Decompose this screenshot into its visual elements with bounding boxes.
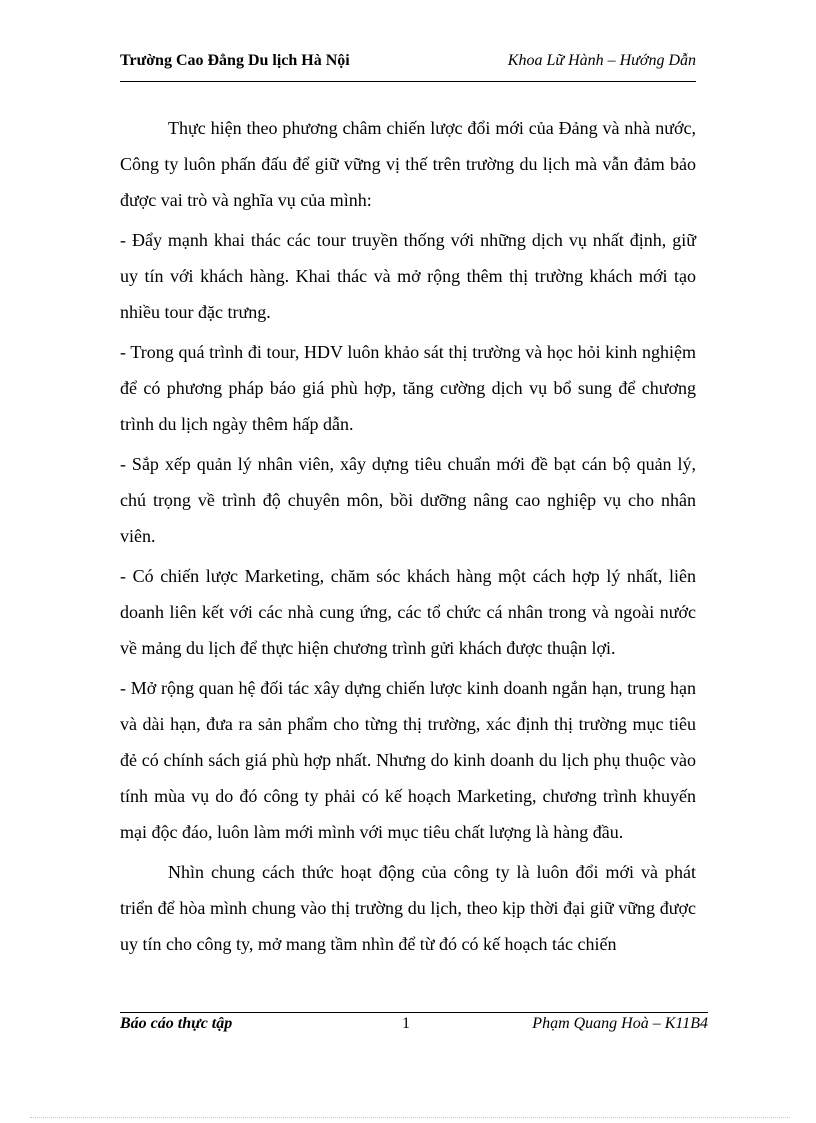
- body-paragraph: Thực hiện theo phương châm chiến lược đổi mới của Đảng và nhà nước, Công ty luôn phấn đấu để giữ vững vị thế trên trường du lịch mà vẫn đảm bảo được vai trò và nghĩa vụ của mình:: [120, 118, 696, 210]
- page-footer: [120, 1015, 708, 1041]
- body-bullet-paragraph: - Đẩy mạnh khai thác các tour truyền thống với những dịch vụ nhất định, giữ uy tín với khách hàng. Khai thác và mở rộng thêm thị trường khách mới tạo nhiều tour đặc trưng.: [120, 230, 696, 322]
- body-bullet-paragraph: - Có chiến lược Marketing, chăm sóc khách hàng một cách hợp lý nhất, liên doanh liên kết với các nhà cung ứng, các tổ chức cá nhân trong và ngoài nước về mảng du lịch để thực hiện chương trình gửi khách được thuận lợi.: [120, 566, 696, 658]
- page-header: [120, 50, 696, 78]
- header-school-name: Trường Cao Đẳng Du lịch Hà Nội: [120, 52, 350, 69]
- body-bullet-paragraph: - Sắp xếp quản lý nhân viên, xây dựng tiêu chuẩn mới đề bạt cán bộ quản lý, chú trọng về trình độ chuyên môn, bồi dưỡng nâng cao nghiệp vụ cho nhân viên.: [120, 454, 696, 546]
- footer-page-number: 1: [402, 1015, 410, 1032]
- page-bottom-border: [30, 1117, 790, 1118]
- footer-report-title: Báo cáo thực tập: [120, 1015, 233, 1032]
- footer-author: Phạm Quang Hoà – K11B4: [532, 1015, 708, 1032]
- header-divider: [120, 81, 696, 82]
- body-bullet-paragraph: - Trong quá trình đi tour, HDV luôn khảo sát thị trường và học hỏi kinh nghiệm để có phương pháp báo giá phù hợp, tăng cường dịch vụ bổ sung để chương trình du lịch ngày thêm hấp dẫn.: [120, 342, 696, 434]
- body-paragraph: Nhìn chung cách thức hoạt động của công ty là luôn đổi mới và phát triển để hòa mình chung vào thị trường du lịch, theo kịp thời đại giữ vững được uy tín cho công ty, mở mang tầm nhìn để từ đó có kế hoạch tác chiến: [120, 862, 696, 954]
- header-department: Khoa Lữ Hành – Hướng Dẫn: [507, 52, 696, 69]
- document-body: [120, 110, 696, 966]
- body-bullet-paragraph: - Mở rộng quan hệ đối tác xây dựng chiến lược kinh doanh ngắn hạn, trung hạn và dài hạn, đưa ra sản phẩm cho từng thị trường, xác định thị trường mục tiêu đẻ có chính sách giá phù hợp nhất. Nhưng do kinh doanh du lịch phụ thuộc vào tính mùa vụ do đó công ty phải có kế hoạch Marketing, chương trình khuyến mại độc đáo, luôn làm mới mình với mục tiêu chất lượng là hàng đầu.: [120, 678, 696, 842]
- footer-divider: [120, 1012, 708, 1013]
